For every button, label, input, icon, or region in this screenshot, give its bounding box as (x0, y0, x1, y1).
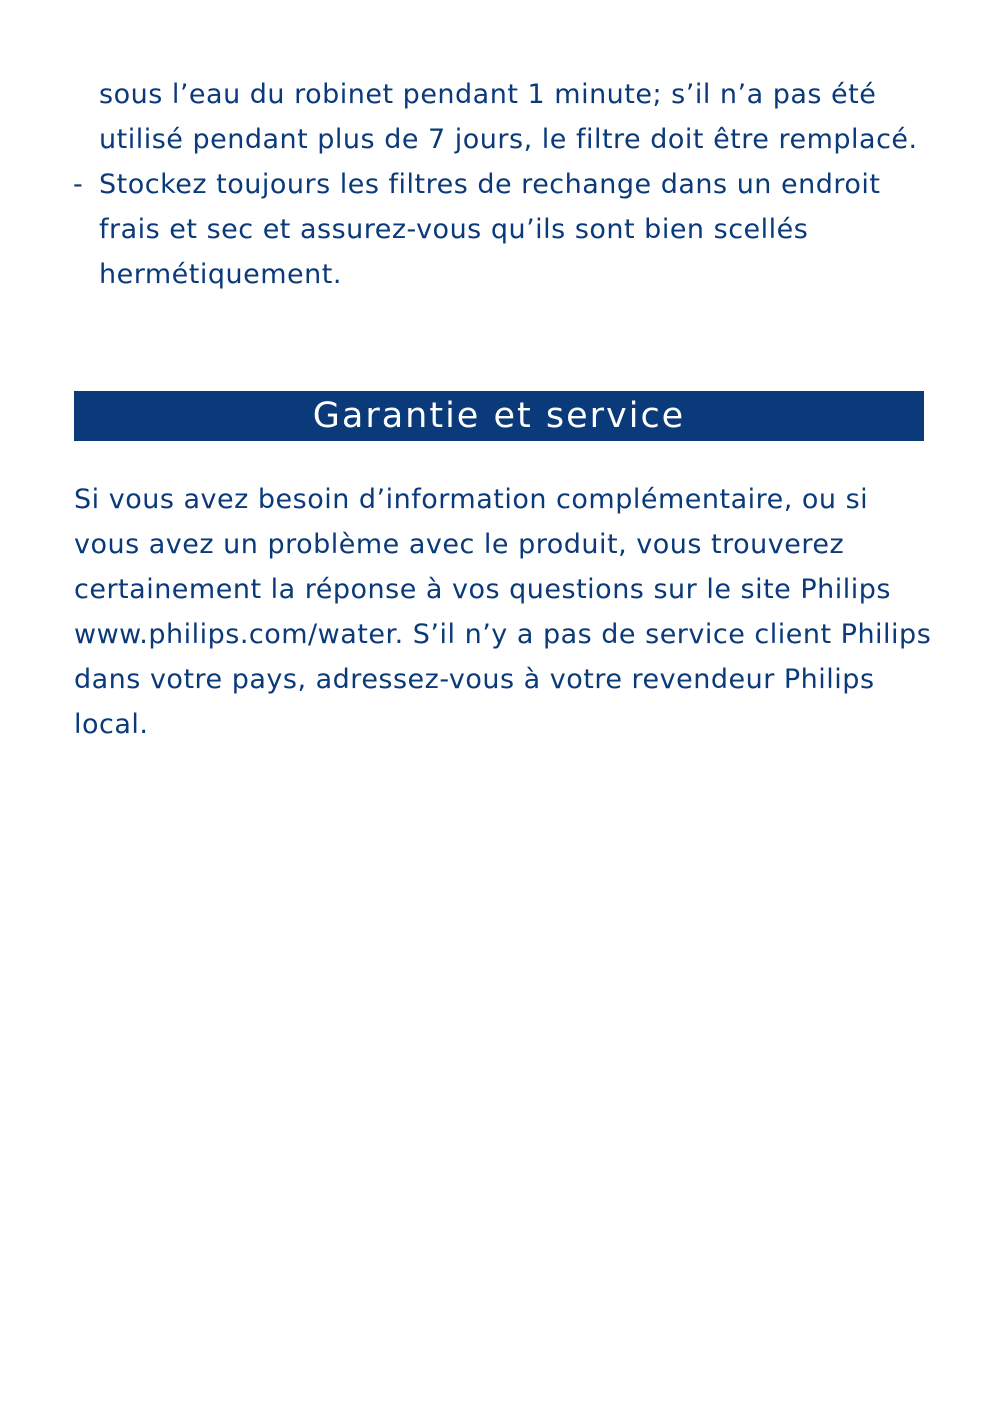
bullet-list (73, 162, 933, 297)
section-header (74, 391, 924, 441)
text-line: hermétiquement. (99, 259, 342, 290)
text-line: Stockez toujours les filtres de rechange dans un endroit (99, 169, 881, 200)
bullet-item (73, 162, 933, 297)
continued-paragraph (99, 72, 929, 162)
text-line: utilisé pendant plus de 7 jours, le filtre doit être remplacé. (99, 124, 918, 155)
text-line: certainement la réponse à vos questions sur le site Philips (74, 574, 891, 605)
text-line: vous avez un problème avec le produit, vous trouverez (74, 529, 845, 560)
text-line: sous l’eau du robinet pendant 1 minute; s’il n’a pas été (99, 79, 877, 110)
text-line: local. (74, 709, 149, 740)
text-line: frais et sec et assurez-vous qu’ils sont bien scellés (99, 214, 809, 245)
warranty-paragraph (74, 477, 934, 747)
bullet-dash: - (73, 169, 84, 200)
text-line: www.philips.com/water. S’il n’y a pas de service client Philips (74, 619, 932, 650)
text-line: Si vous avez besoin d’information complémentaire, ou si (74, 484, 869, 515)
text-line: dans votre pays, adressez-vous à votre revendeur Philips (74, 664, 875, 695)
section-title: Garantie et service (312, 396, 686, 436)
